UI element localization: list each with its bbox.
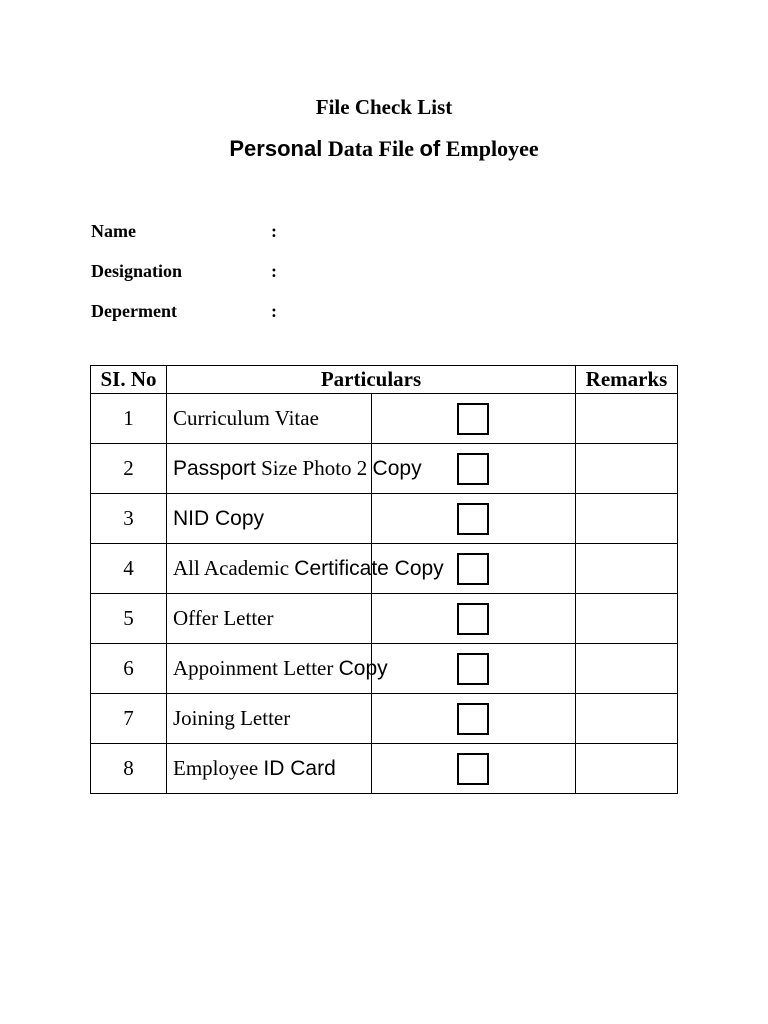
checkbox[interactable] bbox=[457, 603, 489, 635]
info-row-deperment bbox=[91, 301, 277, 322]
info-colon: : bbox=[271, 221, 277, 241]
row-remarks[interactable] bbox=[576, 744, 678, 794]
header-remarks: Remarks bbox=[576, 366, 678, 394]
row-number: 2 bbox=[91, 444, 167, 494]
page-subtitle bbox=[0, 136, 768, 162]
particulars-text: Passport bbox=[173, 457, 256, 480]
checkbox[interactable] bbox=[457, 553, 489, 585]
checkbox[interactable] bbox=[457, 403, 489, 435]
checkbox[interactable] bbox=[457, 653, 489, 685]
table-row bbox=[91, 444, 678, 494]
row-particulars bbox=[167, 394, 372, 444]
particulars-text: NID Copy bbox=[173, 507, 265, 530]
row-number: 8 bbox=[91, 744, 167, 794]
row-particulars bbox=[167, 694, 372, 744]
row-particulars bbox=[167, 644, 388, 694]
info-label: Deperment bbox=[91, 301, 177, 321]
row-checkbox-cell bbox=[371, 494, 576, 544]
particulars-text: Offer Letter bbox=[173, 606, 274, 630]
info-row-designation bbox=[91, 261, 277, 282]
subtitle-part: Employee bbox=[440, 136, 539, 161]
row-particulars bbox=[167, 744, 372, 794]
row-remarks[interactable] bbox=[576, 544, 678, 594]
particulars-text: Joining Letter bbox=[173, 706, 291, 730]
particulars-text: Copy bbox=[372, 457, 422, 480]
checkbox[interactable] bbox=[457, 753, 489, 785]
row-remarks[interactable] bbox=[576, 444, 678, 494]
info-label: Designation bbox=[91, 261, 183, 281]
table-row bbox=[91, 494, 678, 544]
table-row bbox=[91, 744, 678, 794]
row-particulars bbox=[167, 444, 422, 494]
particulars-text: Employee bbox=[173, 756, 264, 780]
particulars-text: Size Photo 2 bbox=[255, 456, 373, 480]
row-number: 4 bbox=[91, 544, 167, 594]
table-row bbox=[91, 694, 678, 744]
info-colon: : bbox=[271, 261, 277, 281]
row-particulars bbox=[167, 594, 372, 644]
checkbox[interactable] bbox=[457, 703, 489, 735]
row-remarks[interactable] bbox=[576, 394, 678, 444]
checkbox[interactable] bbox=[457, 503, 489, 535]
subtitle-part: Personal bbox=[229, 136, 323, 161]
particulars-text: Appoinment Letter bbox=[173, 656, 339, 680]
info-colon: : bbox=[271, 301, 277, 321]
table-header-row bbox=[91, 366, 678, 394]
page-title: File Check List bbox=[315, 95, 453, 119]
info-row-name bbox=[91, 221, 277, 242]
particulars-text: Copy bbox=[338, 657, 388, 680]
row-remarks[interactable] bbox=[576, 494, 678, 544]
row-remarks[interactable] bbox=[576, 644, 678, 694]
particulars-text: ID Card bbox=[263, 757, 336, 780]
row-checkbox-cell bbox=[371, 694, 576, 744]
row-remarks[interactable] bbox=[576, 694, 678, 744]
row-number: 7 bbox=[91, 694, 167, 744]
row-particulars bbox=[167, 494, 372, 544]
table-row bbox=[91, 394, 678, 444]
row-checkbox-cell bbox=[371, 594, 576, 644]
row-remarks[interactable] bbox=[576, 594, 678, 644]
header-si-no: SI. No bbox=[91, 366, 167, 394]
header-particulars: Particulars bbox=[167, 366, 576, 394]
particulars-text: Certificate Copy bbox=[294, 557, 444, 580]
table-row bbox=[91, 594, 678, 644]
table-row bbox=[91, 644, 678, 694]
subtitle-part: Data File bbox=[322, 136, 420, 161]
row-number: 3 bbox=[91, 494, 167, 544]
row-checkbox-cell bbox=[371, 744, 576, 794]
subtitle-part: of bbox=[419, 136, 441, 161]
row-checkbox-cell bbox=[371, 644, 576, 694]
checkbox[interactable] bbox=[457, 453, 489, 485]
info-label: Name bbox=[91, 221, 136, 241]
row-particulars bbox=[167, 544, 444, 594]
row-checkbox-cell bbox=[371, 394, 576, 444]
table-row bbox=[91, 544, 678, 594]
row-number: 1 bbox=[91, 394, 167, 444]
particulars-text: All Academic bbox=[173, 556, 295, 580]
particulars-text: Curriculum Vitae bbox=[173, 406, 319, 430]
checklist-table bbox=[90, 365, 678, 794]
row-number: 6 bbox=[91, 644, 167, 694]
row-number: 5 bbox=[91, 594, 167, 644]
